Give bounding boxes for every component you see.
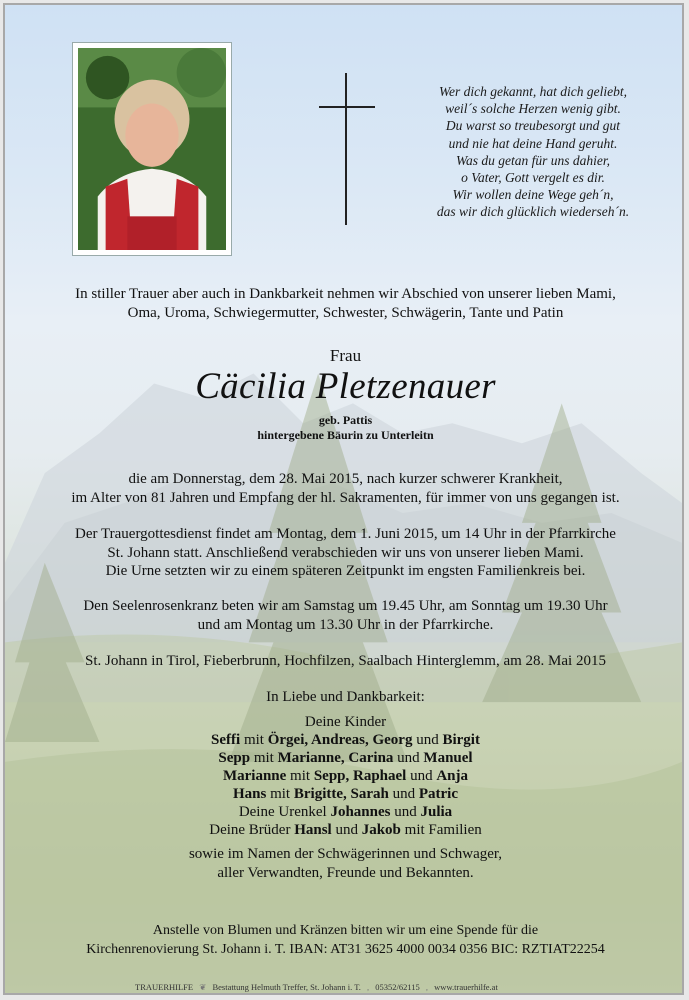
portrait-image (78, 48, 226, 250)
poem-line: o Vater, Gott vergelt es dir. (461, 170, 605, 186)
poem-line: Du warst so treubesorgt und gut (445, 118, 621, 134)
funeral-service-paragraph (5, 525, 684, 581)
paragraph-line: Die Urne setzten wir zu einem späteren Zeitpunkt im engsten Familienkreis bei. (105, 563, 586, 579)
poem-line: Was du getan für uns dahier, (455, 152, 610, 168)
poem-line: Wer dich gekannt, hat dich geliebt, (438, 84, 628, 99)
footer-website[interactable]: www.trauerhilfe.at (434, 982, 498, 992)
mourners-list (5, 713, 684, 839)
children-heading: Deine Kinder (304, 714, 387, 730)
donation-line: Anstelle von Blumen und Kränzen bitten wir um eine Spende für die (152, 923, 539, 938)
mourner-row: Deine Urenkel Johannes und Julia (238, 804, 453, 820)
funeral-home-footer: TRAUERHILFE ❦ Bestattung Helmuth Treffer, St. Johann i. T. , 05352/62115 , www.trauerhilfe.at (135, 982, 498, 992)
donation-line: Kirchenrenovierung St. Johann i. T. IBAN: AT31 3625 4000 0034 0356 BIC: RZTIAT22254 (86, 941, 605, 957)
paragraph-line: St. Johann in Tirol, Fieberbrunn, Hochfilzen, Saalbach Hinterglemm, am 28. Mai 2015 (85, 653, 606, 669)
places-date-line (5, 652, 684, 671)
mourner-row: Marianne mit Sepp, Raphael und Anja (222, 768, 469, 784)
footer-brand: TRAUERHILFE (135, 982, 194, 992)
deceased-title: hintergebene Bäurin zu Unterleitn (257, 428, 434, 442)
death-notice-paragraph (5, 470, 684, 507)
obituary-card (3, 3, 684, 995)
salutation: Frau (329, 346, 362, 365)
memorial-poem (397, 83, 669, 221)
footer-logo-icon: ❦ (199, 982, 207, 992)
paragraph-line: im Alter von 81 Jahren und Empfang der hl. Sakramenten, für immer von uns gegangen ist. (71, 489, 620, 506)
poem-line: weil´s solche Herzen wenig gibt. (445, 101, 621, 117)
mourner-row: Deine Brüder Hansl und Jakob mit Familien (209, 822, 482, 838)
paragraph-line: und am Montag um 13.30 Uhr in der Pfarrkirche. (197, 616, 494, 633)
poem-line: das wir dich glücklich wiederseh´n. (436, 204, 630, 220)
birth-name: geb. Pattis (318, 413, 373, 427)
closing-line: aller Verwandten, Freunde und Bekannten. (217, 864, 474, 881)
poem-line: Wir wollen deine Wege geh´n, (452, 187, 614, 203)
intro-line: In stiller Trauer aber auch in Dankbarkeit nehmen wir Abschied von unserer lieben Mami, (75, 286, 616, 302)
mourner-row: Seffi mit Örgei, Andreas, Georg und Birgit (211, 732, 480, 748)
paragraph-line: Der Trauergottesdienst findet am Montag, dem 1. Juni 2015, um 14 Uhr in der Pfarrkirche (75, 526, 616, 542)
paragraph-line: die am Donnerstag, dem 28. Mai 2015, nach kurzer schwerer Krankheit, (128, 471, 563, 487)
mourner-row: Sepp mit Marianne, Carina und Manuel (218, 750, 473, 766)
paragraph-line: St. Johann statt. Anschließend verabschieden wir uns von unserer lieben Mami. (107, 544, 584, 561)
intro-line: Oma, Uroma, Schwiegermutter, Schwester, Schwägerin, Tante und Patin (127, 305, 564, 321)
paragraph-line: Den Seelenrosenkranz beten wir am Samstag um 19.45 Uhr, am Sonntag um 19.30 Uhr (83, 598, 608, 614)
closing-line: sowie im Namen der Schwägerinnen und Schwager, (188, 846, 503, 862)
poem-line: und nie hat deine Hand geruht. (448, 135, 618, 151)
intro-text (5, 285, 684, 323)
deceased-name: Cäcilia Pletzenauer (195, 366, 496, 407)
portrait-photo (72, 42, 232, 256)
rosary-paragraph (5, 597, 684, 634)
cross-symbol (319, 73, 375, 225)
footer-company: Bestattung Helmuth Treffer, St. Johann i. T. (212, 982, 361, 992)
mourners-closing (5, 845, 684, 882)
mourner-row: Hans mit Brigitte, Sarah und Patric (232, 786, 458, 802)
footer-phone: 05352/62115 (375, 982, 420, 992)
mourners-heading: In Liebe und Dankbarkeit: (266, 689, 425, 705)
donation-request (5, 922, 684, 959)
deceased-details (5, 413, 684, 443)
